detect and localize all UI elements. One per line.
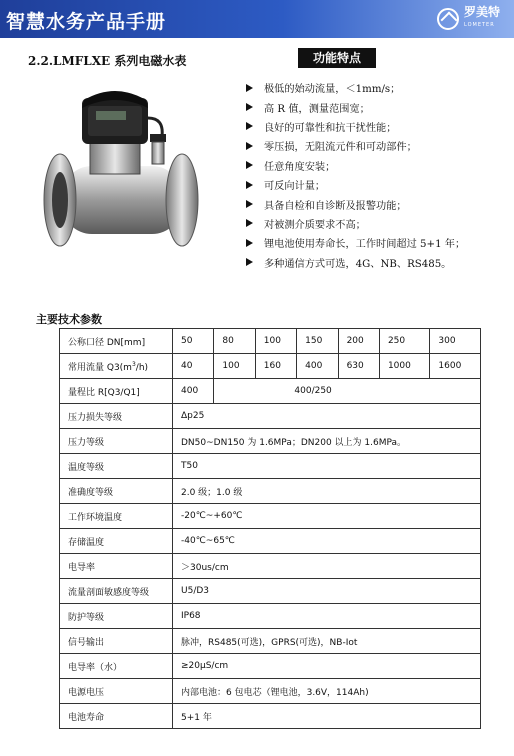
- feature-item: 极低的始动流量，＜1mm/s；: [246, 78, 508, 97]
- bullet-arrow-icon: [246, 84, 253, 92]
- params-title: 主要技术参数: [36, 313, 102, 326]
- feature-item: 零压损，无阻流元件和可动部件；: [246, 136, 508, 155]
- spec-value: T50: [173, 454, 481, 479]
- logo-name: 罗美特: [463, 5, 500, 19]
- spec-value: 2.0 级；1.0 级: [173, 479, 481, 504]
- table-row: [60, 504, 481, 529]
- table-row: [60, 379, 481, 404]
- table-row: [60, 654, 481, 679]
- spec-label: 准确度等级: [60, 479, 173, 504]
- table-row: [60, 679, 481, 704]
- bullet-arrow-icon: [246, 258, 253, 266]
- table-row: [60, 704, 481, 729]
- feature-item: 多种通信方式可选，4G、NB、RS485。: [246, 253, 508, 272]
- spec-value: U5/D3: [173, 579, 481, 604]
- spec-table: [59, 328, 481, 729]
- q3-value: 630: [338, 354, 379, 379]
- feature-item: 高 R 值，测量范围宽；: [246, 97, 508, 116]
- q3-value: 160: [255, 354, 296, 379]
- bullet-arrow-icon: [246, 239, 253, 247]
- table-row: [60, 479, 481, 504]
- bullet-arrow-icon: [246, 200, 253, 208]
- ratio-value: 400: [173, 379, 214, 404]
- feature-badge: 功能特点: [298, 48, 376, 68]
- spec-label: 电导率（水）: [60, 654, 173, 679]
- spec-label: 温度等级: [60, 454, 173, 479]
- spec-label: 电池寿命: [60, 704, 173, 729]
- spec-value: 脉冲，RS485(可选)，GPRS(可选)，NB-Iot: [173, 629, 481, 654]
- feature-item: 对被测介质要求不高；: [246, 214, 508, 233]
- dn-value: 300: [430, 329, 481, 354]
- spec-value: ＞30us/cm: [173, 554, 481, 579]
- spec-value: ≥20μS/cm: [173, 654, 481, 679]
- table-row: [60, 354, 481, 379]
- q3-value: 100: [214, 354, 255, 379]
- feature-item: 任意角度安装；: [246, 156, 508, 175]
- dn-value: 150: [297, 329, 338, 354]
- feature-item: 具备自检和自诊断及报警功能；: [246, 194, 508, 213]
- ratio-value: 400/250: [214, 379, 481, 404]
- spec-label: 压力等级: [60, 429, 173, 454]
- spec-label: 防护等级: [60, 604, 173, 629]
- dn-value: 200: [338, 329, 379, 354]
- spec-value: 5+1 年: [173, 704, 481, 729]
- table-row: [60, 404, 481, 429]
- table-row: [60, 604, 481, 629]
- company-logo: [437, 7, 500, 31]
- manual-title: 智慧水务产品手册: [6, 11, 167, 33]
- section-title: 2.2.LMFLXE 系列电磁水表: [28, 54, 187, 68]
- bullet-arrow-icon: [246, 142, 253, 150]
- logo-sub: LOMETER: [463, 22, 495, 28]
- table-row: [60, 529, 481, 554]
- table-row: [60, 629, 481, 654]
- feature-item: 锂电池使用寿命长，工作时间超过 5+1 年；: [246, 233, 508, 252]
- feature-item: 良好的可靠性和抗干扰性能；: [246, 117, 508, 136]
- logo-icon: [437, 8, 459, 30]
- spec-label: 工作环境温度: [60, 504, 173, 529]
- table-row: [60, 554, 481, 579]
- table-row: [60, 579, 481, 604]
- spec-label: 信号输出: [60, 629, 173, 654]
- bullet-arrow-icon: [246, 161, 253, 169]
- dn-value: 100: [255, 329, 296, 354]
- dn-label: 公称口径 DN[mm]: [60, 329, 173, 354]
- bullet-arrow-icon: [246, 181, 253, 189]
- feature-list: [246, 78, 508, 272]
- q3-value: 400: [297, 354, 338, 379]
- bullet-arrow-icon: [246, 219, 253, 227]
- q3-label: 常用流量 $Q3(m^3/h)$: [60, 354, 173, 379]
- q3-value: 1600: [430, 354, 481, 379]
- spec-value: 内部电池：6 包电芯（锂电池，3.6V，114Ah): [173, 679, 481, 704]
- spec-label: 存储温度: [60, 529, 173, 554]
- spec-value: -20℃~+60℃: [173, 504, 481, 529]
- table-row: [60, 429, 481, 454]
- dn-value: 50: [173, 329, 214, 354]
- table-row: [60, 454, 481, 479]
- spec-label: 流量剖面敏感度等级: [60, 579, 173, 604]
- table-row: [60, 329, 481, 354]
- q3-value: 1000: [379, 354, 429, 379]
- spec-value: Δp25: [173, 404, 481, 429]
- ratio-label: 量程比 R[Q3/Q1]: [60, 379, 173, 404]
- bullet-arrow-icon: [246, 103, 253, 111]
- flow-meter-image: [32, 78, 232, 263]
- spec-label: 电源电压: [60, 679, 173, 704]
- bullet-arrow-icon: [246, 122, 253, 130]
- spec-value: -40℃~65℃: [173, 529, 481, 554]
- spec-value: IP68: [173, 604, 481, 629]
- spec-label: 压力损失等级: [60, 404, 173, 429]
- q3-value: 40: [173, 354, 214, 379]
- spec-value: DN50~DN150 为 1.6MPa；DN200 以上为 1.6MPa。: [173, 429, 481, 454]
- dn-value: 80: [214, 329, 255, 354]
- spec-label: 电导率: [60, 554, 173, 579]
- header-banner: [0, 0, 514, 38]
- feature-item: 可反向计量；: [246, 175, 508, 194]
- dn-value: 250: [379, 329, 429, 354]
